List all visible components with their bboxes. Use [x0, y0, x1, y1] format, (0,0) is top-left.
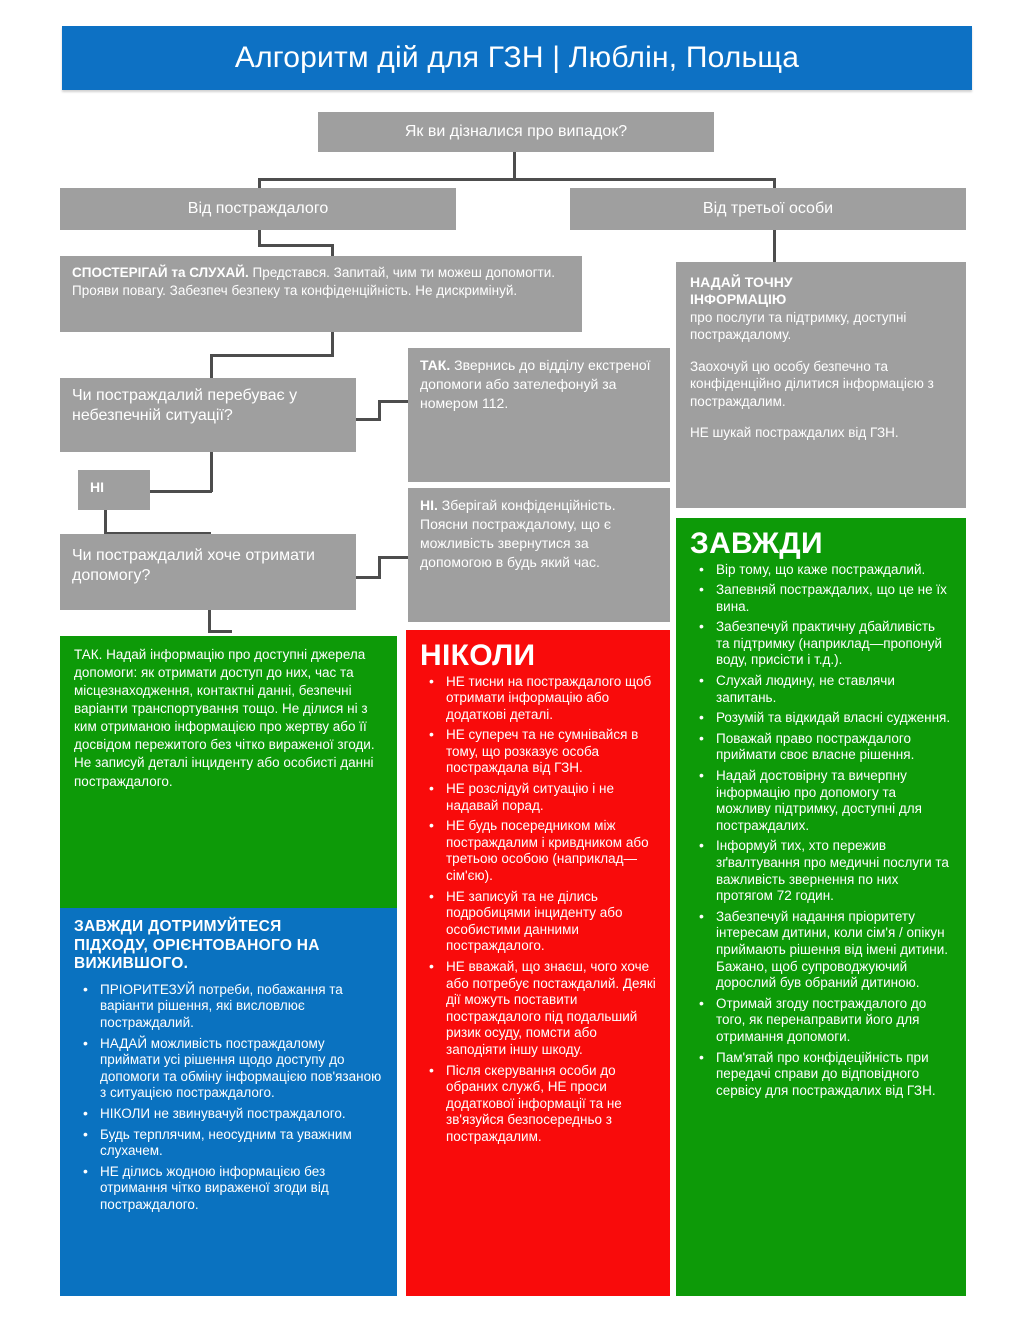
connector-root-down: [513, 150, 516, 180]
survivor-title-line1: ЗАВЖДИ ДОТРИМУЙТЕСЯ: [74, 918, 282, 935]
connector-help-yes-jog: [208, 630, 232, 633]
yes-emergency-rest: Звернись до відділу екстреної допомоги або зателефонуй за номером 112.: [420, 357, 651, 411]
survivor-centred-panel[interactable]: [60, 908, 397, 1296]
yes-information-panel[interactable]: [60, 636, 397, 908]
list-item: • ПРІОРИТЕЗУЙ потреби, побажання та варіанти рішення, які висловлює постраждалий.: [100, 982, 383, 1032]
flow-root-box[interactable]: [318, 112, 714, 152]
list-item: • НЕ вважай, що знаєш, чого хоче або потребує постаждалий. Деякі дії можуть поставити постраждалого під подальший ризик осуду, помсти або заподіяти іншу шкоду.: [446, 959, 656, 1059]
list-item: • НАДАЙ можливість постраждалому приймати усі рішення щодо доступу до допомоги та обміну інформацією пов'язаною з ситуацією постраждалого.: [100, 1036, 383, 1102]
never-panel[interactable]: [406, 630, 670, 1296]
observe-bold-label: СПОСТЕРІГАЙ та СЛУХАЙ.: [72, 265, 249, 280]
list-item: • НЕ ділись жодною інформацією без отримання чітко вираженої згоди від постраждалого.: [100, 1164, 383, 1214]
third-party-para1: про послуги та підтримку, доступні постраждалому.: [690, 309, 907, 343]
third-party-para2: Заохочуй цю особу безпечно та конфіденційно ділитися інформацією з постраждалим.: [690, 358, 934, 409]
connector-danger-yes-b: [378, 400, 381, 420]
connector-left-branch-jog: [258, 244, 334, 247]
page-title: Алгоритм дій для ГЗН | Люблін, Польща: [234, 41, 800, 74]
third-party-para3: НЕ шукай постраждалих від ГЗН.: [690, 425, 899, 441]
list-item: • Після скерування особи до обраних служб, НЕ проси додаткової інформації та не зв'язуйся безпосередньо з постраждалим.: [446, 1063, 656, 1146]
list-item: • Інформуй тих, хто пережив зґвалтування про медичні послуги та важливість звернення по них протягом 72 годин.: [716, 838, 952, 904]
survivor-title-line2: ПІДХОДУ, ОРІЄНТОВАНОГО НА: [74, 936, 320, 954]
third-party-title-line2: ІНФОРМАЦІЮ: [690, 290, 787, 307]
yes-information-text: ТАК. Надай інформацію про доступні джерела допомоги: як отримати доступ до них, час та місцезнаходження, контактні данні, безпечні варіанти транспортування тощо. Не ділися ні з ким отриманою інформацією про жертву або її досвідом пережитого без чітко вираженої згоди. Не записуй деталі інциденту або особисті данні постраждалого.: [74, 647, 375, 789]
flow-question-danger-box[interactable]: [60, 378, 356, 452]
list-item: • Пам'ятай про конфідеційність при передачі справи до відповідного сервісу для постраждалих від ГЗН.: [716, 1050, 952, 1100]
connector-help-yes-down: [208, 608, 211, 632]
list-item: • Надай достовірну та вичерпну інформацію про допомогу та можливу підтримку, доступні для постраждалих.: [716, 768, 952, 834]
yes-emergency-bold: ТАК.: [420, 357, 451, 373]
list-item: • Поважай право постраждалого приймати своє власне рішення.: [716, 731, 952, 764]
flow-question-danger-label: Чи постраждалий перебуває у небезпечній ситуації?: [72, 387, 298, 424]
survivor-title-line3: ВИЖИВШОГО.: [74, 955, 189, 973]
flow-label-no-box[interactable]: [78, 470, 150, 510]
no-confidential-rest: Зберігай конфіденційність. Поясни постраждалому, що є можливість звернутися за допомогою в будь який час.: [420, 497, 616, 570]
never-panel-title: НІКОЛИ: [420, 639, 536, 672]
always-panel-title: ЗАВЖДИ: [690, 527, 823, 560]
list-item: • НЕ розслідуй ситуацію і не надавай порад.: [446, 781, 656, 814]
flow-root-label: Як ви дізналися про випадок?: [404, 123, 628, 140]
list-item: • НІКОЛИ не звинувачуй постраждалого.: [100, 1106, 383, 1123]
flow-branch-left-label: Від постраждалого: [187, 200, 329, 217]
connector-root-split: [258, 178, 776, 181]
never-panel-list: [420, 674, 656, 1146]
flow-no-confidential-box[interactable]: [408, 488, 670, 622]
flow-yes-emergency-box[interactable]: [408, 348, 670, 482]
list-item: • Слухай людину, не ставлячи запитань.: [716, 673, 952, 706]
flow-observe-listen-box[interactable]: [60, 256, 582, 332]
page-header: [62, 26, 972, 90]
list-item: • НЕ тисни на постраждалого щоб отримати інформацію або додаткові деталі.: [446, 674, 656, 724]
connector-danger-no-left: [148, 490, 212, 493]
list-item: • Отримай згоду постраждалого до того, як перенаправити його для отримання допомоги.: [716, 996, 952, 1046]
connector-observe-down: [331, 330, 334, 356]
list-item: • НЕ будь посередником між постраждалим і кривдником або третьою особою (наприклад—сім'єю).: [446, 818, 656, 884]
flow-branch-right-label: Від третьої особи: [702, 200, 834, 217]
list-item: • Забезпечуй практичну дбайливість та підтримку (наприклад—пропонуй воду, присісти і т.д.).: [716, 619, 952, 669]
flow-question-help-box[interactable]: [60, 534, 356, 610]
list-item: • Розумій та відкидай власні судження.: [716, 710, 952, 727]
observe-rest-label: Представся. Запитай, чим ти можеш допомогти. Прояви повагу. Забезпеч безпеку та конфіденційність. Не дискримінуй.: [72, 265, 555, 298]
flow-question-help-label: Чи постраждалий хоче отримати допомогу?: [72, 547, 315, 584]
connector-help-no-b: [378, 556, 381, 578]
list-item: • Забезпечуй надання пріоритету інтересам дитини, коли сім'я / опікун приймають рішення від імені дитини. Бажано, щоб супроводжуючий дорослий був обраний дитиною.: [716, 909, 952, 992]
list-item: • НЕ записуй та не ділись подробицями інциденту або особистими данними постраждалого.: [446, 889, 656, 955]
list-item: • Запевняй постраждалих, що це не їх вина.: [716, 582, 952, 615]
flow-branch-from-third-party[interactable]: [570, 188, 966, 230]
flow-label-no-text: НІ: [90, 479, 104, 495]
connector-help-no-c: [378, 556, 410, 559]
list-item: • Вір тому, що каже постраждалий.: [716, 562, 952, 579]
connector-ni-down: [104, 508, 107, 534]
connector-into-danger-question: [210, 354, 213, 380]
survivor-panel-list: [74, 982, 383, 1214]
connector-danger-no-down: [210, 450, 213, 492]
flow-branch-from-survivor[interactable]: [60, 188, 456, 230]
always-panel[interactable]: [676, 518, 966, 1296]
survivor-panel-title: [74, 918, 383, 974]
connector-observe-jog: [210, 354, 334, 357]
third-party-title-line1: НАДАЙ ТОЧНУ: [690, 274, 793, 290]
connector-danger-yes-c: [378, 400, 410, 403]
third-party-info-panel[interactable]: [676, 262, 966, 508]
always-panel-list: [690, 562, 952, 1100]
no-confidential-bold: НІ.: [420, 497, 438, 513]
list-item: • НЕ супереч та не сумнівайся в тому, що розказує особа постраждала від ГЗН.: [446, 727, 656, 777]
list-item: • Будь терплячим, неосудним та уважним слухачем.: [100, 1127, 383, 1160]
